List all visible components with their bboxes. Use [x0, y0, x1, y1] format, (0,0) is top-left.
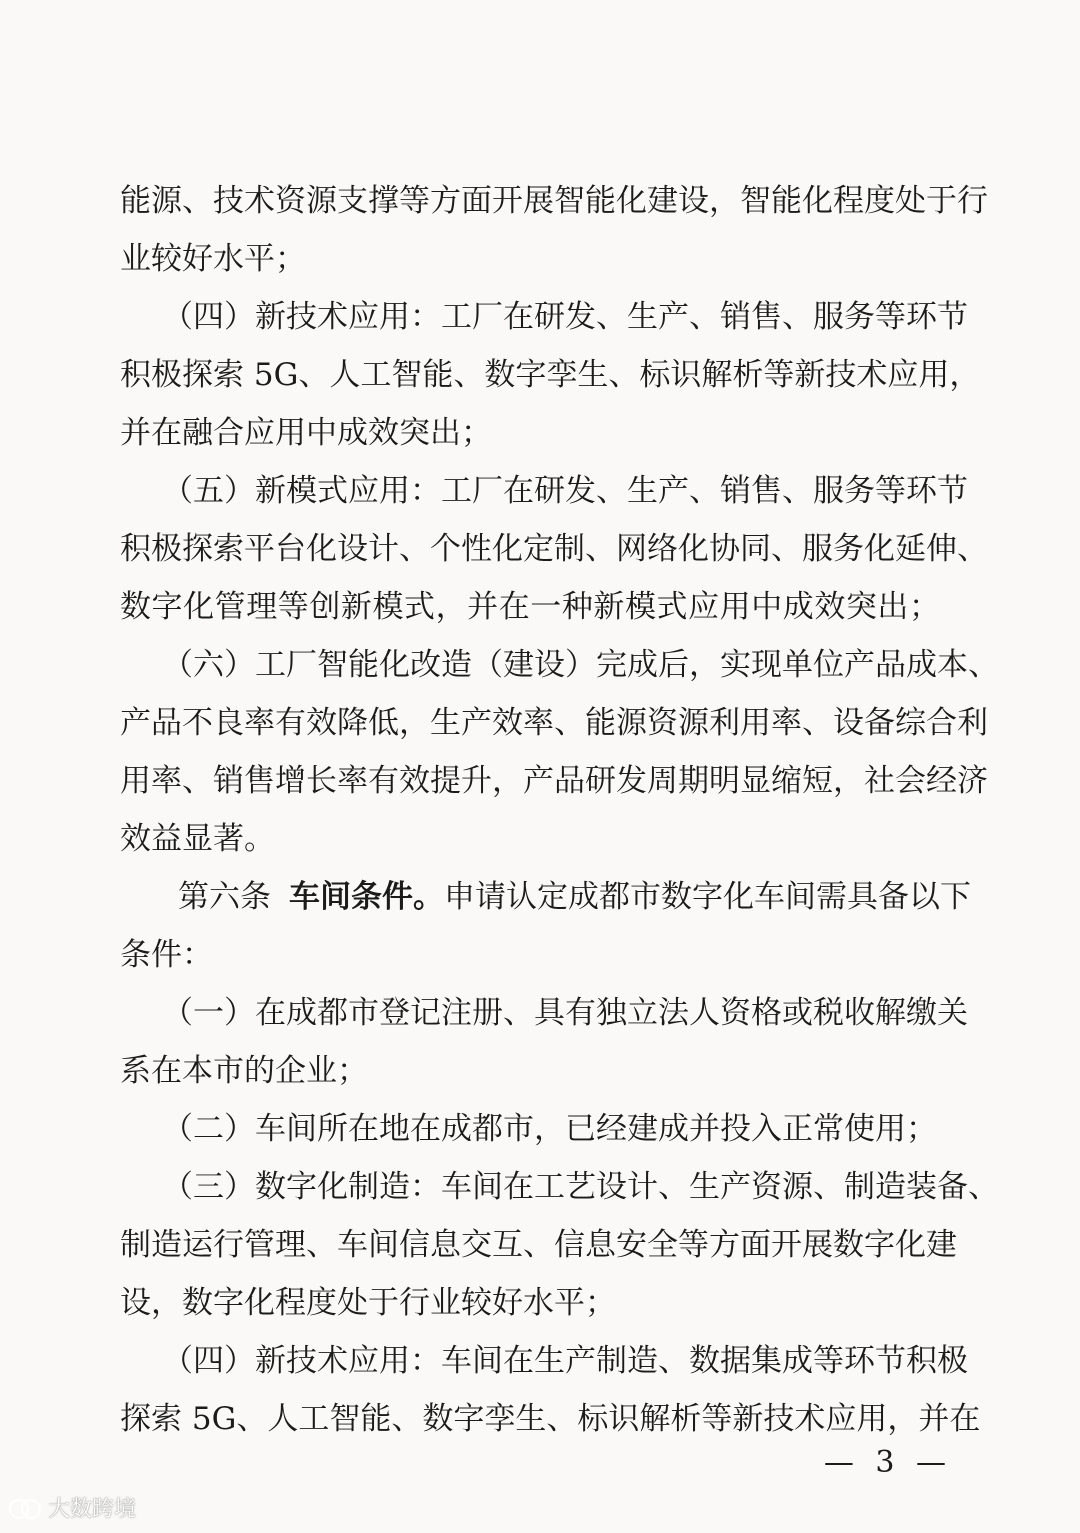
text-line: 积极探索平台化设计、个性化定制、网络化协同、服务化延伸、 — [120, 531, 988, 567]
article-text: 申请认定成都市数字化车间需具备以下 — [444, 879, 971, 915]
text-line: 能源、技术资源支撑等方面开展智能化建设，智能化程度处于行 — [120, 183, 988, 219]
text-line: 设，数字化程度处于行业较好水平； — [120, 1285, 616, 1321]
text-line: （六）工厂智能化改造（建设）完成后，实现单位产品成本、 — [162, 647, 999, 683]
watermark-text: 大数跨境 — [48, 1497, 137, 1522]
text-line: 并在融合应用中成效突出； — [120, 415, 492, 451]
text-line: 条件： — [120, 937, 213, 973]
text-line: 数字化管理等创新模式，并在一种新模式应用中成效突出； — [120, 589, 940, 625]
page-number: — 3 — — [823, 1445, 952, 1480]
text-line: （二）车间所在地在成都市，已经建成并投入正常使用； — [162, 1111, 937, 1147]
text-line: （三）数字化制造：车间在工艺设计、生产资源、制造装备、 — [162, 1169, 999, 1205]
article-line — [178, 878, 971, 916]
watermark-logo-icon — [8, 1495, 42, 1521]
text-line: 效益显著。 — [120, 821, 275, 857]
text-line: 产品不良率有效降低，生产效率、能源资源利用率、设备综合利 — [120, 705, 988, 741]
text-line: （四）新技术应用：工厂在研发、生产、销售、服务等环节 — [162, 299, 968, 335]
text-line: 制造运行管理、车间信息交互、信息安全等方面开展数字化建 — [120, 1227, 957, 1263]
text-line: （一）在成都市登记注册、具有独立法人资格或税收解缴关 — [162, 995, 968, 1031]
text-line: 用率、销售增长率有效提升，产品研发周期明显缩短，社会经济 — [120, 763, 988, 799]
text-line: 业较好水平； — [120, 241, 306, 277]
text-line: 系在本市的企业； — [120, 1053, 368, 1089]
text-line: 积极探索 5G、人工智能、数字孪生、标识解析等新技术应用， — [120, 357, 981, 393]
article-heading: 车间条件。 — [289, 879, 444, 915]
text-line: （五）新模式应用：工厂在研发、生产、销售、服务等环节 — [162, 473, 968, 509]
text-line: （四）新技术应用：车间在生产制造、数据集成等环节积极 — [162, 1343, 968, 1379]
article-number: 第六条 — [178, 879, 271, 915]
watermark — [8, 1492, 136, 1523]
text-line: 探索 5G、人工智能、数字孪生、标识解析等新技术应用，并在 — [120, 1401, 981, 1437]
